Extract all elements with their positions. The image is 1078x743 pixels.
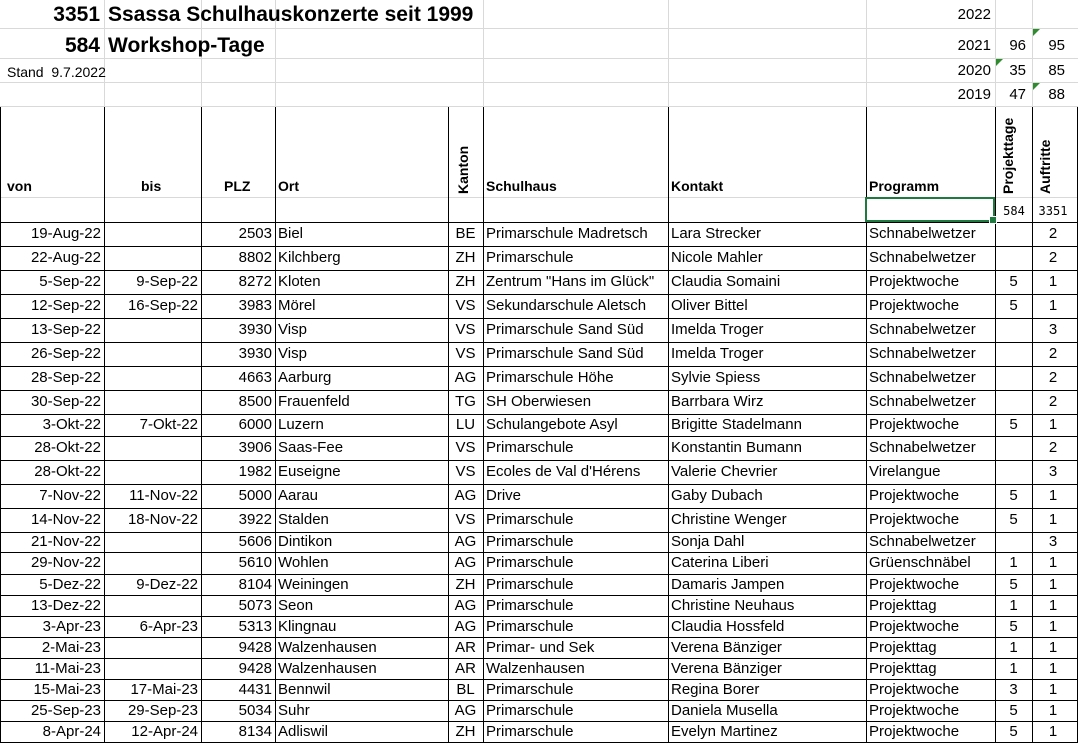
workshop-title[interactable]: Workshop-Tage	[108, 34, 265, 57]
cell-kontakt[interactable]: Verena Bänziger	[671, 660, 782, 677]
cell-plz[interactable]: 6000	[238, 416, 272, 433]
grid-line-vertical	[483, 0, 484, 106]
cell-bis[interactable]: 7-Okt-22	[139, 416, 198, 433]
cell-programm[interactable]: Virelangue	[869, 463, 941, 480]
cell-kontakt[interactable]: Damaris Jampen	[671, 576, 785, 593]
cell-plz[interactable]: 8104	[238, 576, 272, 593]
grid-line-vertical	[668, 0, 669, 106]
cell-von[interactable]: 7-Nov-22	[39, 487, 101, 504]
cell-auftritte[interactable]: 3	[1048, 533, 1058, 550]
col-header-kontakt[interactable]: Kontakt	[671, 178, 724, 194]
cell-projekttage[interactable]: 5	[1009, 511, 1018, 528]
cell-ort[interactable]: Dintikon	[278, 533, 333, 550]
cell-kontakt[interactable]: Claudia Somaini	[671, 273, 781, 290]
grid-line-horizontal	[0, 28, 1078, 29]
cell-ort[interactable]: Aarburg	[278, 369, 332, 386]
total-projekttage[interactable]: 584	[1003, 204, 1025, 218]
cell-kanton[interactable]: TG	[455, 393, 476, 410]
year-label[interactable]: 2021	[957, 37, 991, 54]
stand-label-text: Stand	[7, 64, 44, 80]
cell-programm[interactable]: Projektwoche	[869, 723, 960, 740]
cell-kontakt[interactable]: Oliver Bittel	[671, 297, 748, 314]
cell-kanton[interactable]: VS	[455, 463, 476, 480]
cell-projekttage[interactable]: 1	[1009, 597, 1018, 614]
cell-schulhaus[interactable]: Walzenhausen	[486, 660, 585, 677]
cell-plz[interactable]: 3930	[238, 321, 272, 338]
cell-schulhaus[interactable]: Primar- und Sek	[486, 639, 595, 656]
cell-programm[interactable]: Projekttag	[869, 639, 937, 656]
year-label[interactable]: 2022	[957, 6, 991, 23]
cell-projekttage[interactable]: 3	[1009, 681, 1018, 698]
cell-schulhaus[interactable]: Primarschule	[486, 439, 574, 456]
cell-programm[interactable]: Schnabelwetzer	[869, 249, 976, 266]
cell-auftritte[interactable]: 1	[1048, 597, 1058, 614]
cell-kontakt[interactable]: Lara Strecker	[671, 225, 762, 242]
col-header-kanton[interactable]: Kanton	[455, 145, 471, 194]
cell-ort[interactable]: Aarau	[278, 487, 319, 504]
cell-bis[interactable]: 17-Mai-23	[130, 681, 198, 698]
cell-kanton[interactable]: VS	[455, 345, 476, 362]
cell-programm[interactable]: Schnabelwetzer	[869, 439, 976, 456]
cell-auftritte[interactable]: 1	[1048, 681, 1058, 698]
col-header-bis[interactable]: bis	[141, 178, 162, 194]
cell-schulhaus[interactable]: SH Oberwiesen	[486, 393, 592, 410]
cell-ort[interactable]: Stalden	[278, 511, 329, 528]
year-auftritte[interactable]: 88	[1048, 86, 1065, 103]
cell-kontakt[interactable]: Brigitte Stadelmann	[671, 416, 802, 433]
cell-plz[interactable]: 4663	[238, 369, 272, 386]
cell-von[interactable]: 13-Dez-22	[30, 597, 101, 614]
cell-programm[interactable]: Projektwoche	[869, 297, 960, 314]
table-border-horizontal	[0, 414, 1078, 415]
cell-bis[interactable]: 12-Apr-24	[131, 723, 198, 740]
cell-schulhaus[interactable]: Primarschule Madretsch	[486, 225, 648, 242]
cell-bis[interactable]: 11-Nov-22	[129, 487, 198, 504]
cell-kanton[interactable]: AG	[454, 554, 477, 571]
cell-ort[interactable]: Euseigne	[278, 463, 341, 480]
comment-marker-icon[interactable]	[1033, 83, 1040, 90]
cell-plz[interactable]: 3983	[238, 297, 272, 314]
cell-auftritte[interactable]: 2	[1048, 393, 1058, 410]
cell-plz[interactable]: 5610	[238, 554, 272, 571]
table-border-horizontal	[0, 637, 1078, 638]
cell-schulhaus[interactable]: Ecoles de Val d'Hérens	[486, 463, 641, 480]
cell-kontakt[interactable]: Claudia Hossfeld	[671, 618, 785, 635]
cell-programm[interactable]: Grüenschnäbel	[869, 554, 971, 571]
cell-kontakt[interactable]: Nicole Mahler	[671, 249, 763, 266]
cell-schulhaus[interactable]: Primarschule	[486, 511, 574, 528]
cell-schulhaus[interactable]: Primarschule	[486, 702, 574, 719]
cell-projekttage[interactable]: 1	[1009, 554, 1018, 571]
cell-auftritte[interactable]: 1	[1048, 487, 1058, 504]
cell-ort[interactable]: Visp	[278, 321, 307, 338]
table-border-horizontal	[0, 460, 1078, 461]
cell-von[interactable]: 3-Apr-23	[42, 618, 101, 635]
cell-kontakt[interactable]: Christine Wenger	[671, 511, 787, 528]
cell-auftritte[interactable]: 1	[1048, 660, 1058, 677]
cell-auftritte[interactable]: 1	[1048, 576, 1058, 593]
cell-programm[interactable]: Schnabelwetzer	[869, 225, 976, 242]
cell-ort[interactable]: Suhr	[278, 702, 310, 719]
cell-plz[interactable]: 5606	[238, 533, 272, 550]
cell-ort[interactable]: Kilchberg	[278, 249, 341, 266]
cell-plz[interactable]: 5313	[238, 618, 272, 635]
cell-schulhaus[interactable]: Primarschule Sand Süd	[486, 321, 644, 338]
cell-auftritte[interactable]: 1	[1048, 416, 1058, 433]
cell-plz[interactable]: 8134	[238, 723, 272, 740]
cell-plz[interactable]: 8500	[238, 393, 272, 410]
cell-kontakt[interactable]: Imelda Troger	[671, 321, 764, 338]
cell-programm[interactable]: Projektwoche	[869, 487, 960, 504]
cell-bis[interactable]: 9-Dez-22	[136, 576, 198, 593]
table-border-horizontal	[0, 484, 1078, 485]
cell-programm[interactable]: Projektwoche	[869, 576, 960, 593]
col-header-programm[interactable]: Programm	[869, 178, 940, 194]
cell-von[interactable]: 5-Dez-22	[39, 576, 101, 593]
cell-kanton[interactable]: VS	[455, 439, 476, 456]
col-header-von[interactable]: von	[7, 178, 32, 194]
table-border-horizontal	[0, 366, 1078, 367]
cell-plz[interactable]: 1982	[238, 463, 272, 480]
cell-kontakt[interactable]: Verena Bänziger	[671, 639, 782, 656]
concerts-title[interactable]: Ssassa Schulhauskonzerte seit 1999	[108, 3, 474, 26]
cell-programm[interactable]: Projektwoche	[869, 273, 960, 290]
table-border-horizontal	[0, 574, 1078, 575]
cell-projekttage[interactable]: 1	[1009, 639, 1018, 656]
grid-line-vertical	[866, 0, 867, 106]
cell-ort[interactable]: Klingnau	[278, 618, 337, 635]
cell-von[interactable]: 3-Okt-22	[42, 416, 101, 433]
cell-ort[interactable]: Wohlen	[278, 554, 329, 571]
table-border-horizontal	[0, 436, 1078, 437]
cell-plz[interactable]: 8802	[238, 249, 272, 266]
cell-kanton[interactable]: ZH	[455, 723, 476, 740]
table-border-horizontal	[0, 595, 1078, 596]
cell-kanton[interactable]: BE	[455, 225, 476, 242]
cell-schulhaus[interactable]: Primarschule	[486, 618, 574, 635]
cell-kontakt[interactable]: Imelda Troger	[671, 345, 764, 362]
cell-ort[interactable]: Luzern	[278, 416, 324, 433]
cell-plz[interactable]: 9428	[238, 639, 272, 656]
cell-ort[interactable]: Visp	[278, 345, 307, 362]
comment-marker-icon[interactable]	[1033, 29, 1040, 36]
cell-programm[interactable]: Projektwoche	[869, 618, 960, 635]
cell-auftritte[interactable]: 2	[1048, 225, 1058, 242]
cell-auftritte[interactable]: 1	[1048, 702, 1058, 719]
year-projekttage[interactable]: 35	[1009, 62, 1026, 79]
cell-ort[interactable]: Saas-Fee	[278, 439, 344, 456]
table-border-vertical	[668, 106, 669, 742]
col-header-plz[interactable]: PLZ	[224, 178, 251, 194]
cell-schulhaus[interactable]: Primarschule	[486, 576, 574, 593]
year-label[interactable]: 2019	[957, 86, 991, 103]
cell-schulhaus[interactable]: Primarschule	[486, 681, 574, 698]
cell-von[interactable]: 30-Sep-22	[30, 393, 101, 410]
cell-von[interactable]: 28-Okt-22	[34, 439, 101, 456]
table-border-horizontal	[0, 552, 1078, 553]
cell-ort[interactable]: Adliswil	[278, 723, 329, 740]
cell-programm[interactable]: Schnabelwetzer	[869, 393, 976, 410]
cell-schulhaus[interactable]: Schulangebote Asyl	[486, 416, 618, 433]
cell-kontakt[interactable]: Daniela Musella	[671, 702, 778, 719]
year-auftritte[interactable]: 95	[1048, 37, 1065, 54]
cell-auftritte[interactable]: 1	[1048, 273, 1058, 290]
cell-kanton[interactable]: ZH	[455, 273, 476, 290]
cell-kanton[interactable]: VS	[455, 321, 476, 338]
cell-ort[interactable]: Kloten	[278, 273, 321, 290]
cell-schulhaus[interactable]: Primarschule Höhe	[486, 369, 614, 386]
cell-von[interactable]: 28-Sep-22	[30, 369, 101, 386]
cell-projekttage[interactable]: 5	[1009, 416, 1018, 433]
cell-programm[interactable]: Projekttag	[869, 660, 937, 677]
cell-kanton[interactable]: AG	[454, 533, 477, 550]
cell-von[interactable]: 15-Mai-23	[33, 681, 101, 698]
cell-ort[interactable]: Walzenhausen	[278, 639, 377, 656]
cell-auftritte[interactable]: 2	[1048, 439, 1058, 456]
cell-projekttage[interactable]: 1	[1009, 660, 1018, 677]
cell-ort[interactable]: Mörel	[278, 297, 316, 314]
cell-kanton[interactable]: AG	[454, 618, 477, 635]
table-border-horizontal	[0, 390, 1078, 391]
cell-plz[interactable]: 3906	[238, 439, 272, 456]
year-projekttage[interactable]: 96	[1009, 37, 1026, 54]
cell-kontakt[interactable]: Christine Neuhaus	[671, 597, 795, 614]
cell-projekttage[interactable]: 5	[1009, 576, 1018, 593]
cell-programm[interactable]: Schnabelwetzer	[869, 321, 976, 338]
cell-auftritte[interactable]: 1	[1048, 511, 1058, 528]
table-border-horizontal	[0, 679, 1078, 680]
cell-kontakt[interactable]: Valerie Chevrier	[671, 463, 778, 480]
cell-von[interactable]: 29-Nov-22	[30, 554, 101, 571]
cell-ort[interactable]: Walzenhausen	[278, 660, 377, 677]
table-border-horizontal	[0, 700, 1078, 701]
cell-schulhaus[interactable]: Zentrum "Hans im Glück"	[486, 273, 655, 290]
cell-kanton[interactable]: VS	[455, 297, 476, 314]
cell-schulhaus[interactable]: Sekundarschule Aletsch	[486, 297, 647, 314]
cell-kontakt[interactable]: Sonja Dahl	[671, 533, 745, 550]
cell-auftritte[interactable]: 1	[1048, 618, 1058, 635]
cell-ort[interactable]: Biel	[278, 225, 304, 242]
cell-kanton[interactable]: AR	[455, 660, 476, 677]
cell-von[interactable]: 19-Aug-22	[30, 225, 101, 242]
cell-auftritte[interactable]: 1	[1048, 554, 1058, 571]
cell-auftritte[interactable]: 2	[1048, 249, 1058, 266]
cell-programm[interactable]: Projektwoche	[869, 702, 960, 719]
cell-auftritte[interactable]: 1	[1048, 297, 1058, 314]
cell-projekttage[interactable]: 5	[1009, 297, 1018, 314]
cell-plz[interactable]: 2503	[238, 225, 272, 242]
cell-kontakt[interactable]: Gaby Dubach	[671, 487, 763, 504]
cell-ort[interactable]: Frauenfeld	[278, 393, 350, 410]
table-border-horizontal	[0, 270, 1078, 271]
cell-schulhaus[interactable]: Primarschule	[486, 723, 574, 740]
cell-bis[interactable]: 29-Sep-23	[127, 702, 198, 719]
table-border-horizontal	[0, 508, 1078, 509]
cell-programm[interactable]: Schnabelwetzer	[869, 345, 976, 362]
cell-programm[interactable]: Projektwoche	[869, 416, 960, 433]
cell-kanton[interactable]: LU	[455, 416, 476, 433]
cell-programm[interactable]: Projektwoche	[869, 681, 960, 698]
cell-kanton[interactable]: VS	[455, 511, 476, 528]
cell-kontakt[interactable]: Regina Borer	[671, 681, 760, 698]
cell-von[interactable]: 11-Mai-23	[34, 660, 101, 677]
cell-projekttage[interactable]: 5	[1009, 273, 1018, 290]
cell-plz[interactable]: 9428	[238, 660, 272, 677]
year-label[interactable]: 2020	[957, 62, 991, 79]
concerts-count[interactable]: 3351	[53, 3, 100, 26]
cell-plz[interactable]: 5073	[238, 597, 272, 614]
cell-von[interactable]: 12-Sep-22	[30, 297, 101, 314]
cell-plz[interactable]: 3922	[238, 511, 272, 528]
cell-bis[interactable]: 16-Sep-22	[127, 297, 198, 314]
table-border-horizontal	[0, 658, 1078, 659]
table-border-horizontal	[0, 246, 1078, 247]
table-border-horizontal	[0, 318, 1078, 319]
cell-kanton[interactable]: AG	[454, 597, 477, 614]
cell-von[interactable]: 26-Sep-22	[30, 345, 101, 362]
cell-auftritte[interactable]: 1	[1048, 723, 1058, 740]
cell-kontakt[interactable]: Caterina Liberi	[671, 554, 769, 571]
cell-von[interactable]: 28-Okt-22	[34, 463, 101, 480]
cell-schulhaus[interactable]: Drive	[486, 487, 522, 504]
table-border-vertical	[483, 106, 484, 742]
cell-ort[interactable]: Weiningen	[278, 576, 349, 593]
cell-kontakt[interactable]: Barrbara Wirz	[671, 393, 764, 410]
col-header-ort[interactable]: Ort	[278, 178, 299, 194]
col-header-projekttage[interactable]: Projekttage	[1000, 117, 1016, 194]
cell-schulhaus[interactable]: Primarschule	[486, 533, 574, 550]
cell-von[interactable]: 13-Sep-22	[30, 321, 101, 338]
cell-programm[interactable]: Projekttag	[869, 597, 937, 614]
cell-bis[interactable]: 18-Nov-22	[127, 511, 198, 528]
cell-auftritte[interactable]: 2	[1048, 345, 1058, 362]
cell-plz[interactable]: 5000	[238, 487, 272, 504]
cell-projekttage[interactable]: 5	[1009, 702, 1018, 719]
cell-bis[interactable]: 9-Sep-22	[136, 273, 198, 290]
cell-kanton[interactable]: BL	[456, 681, 475, 698]
cell-programm[interactable]: Schnabelwetzer	[869, 369, 976, 386]
cell-plz[interactable]: 8272	[238, 273, 272, 290]
cell-plz[interactable]: 3930	[238, 345, 272, 362]
cell-plz[interactable]: 5034	[238, 702, 272, 719]
cell-auftritte[interactable]: 3	[1048, 463, 1058, 480]
cell-von[interactable]: 14-Nov-22	[30, 511, 101, 528]
table-border-vertical	[275, 106, 276, 742]
cell-kanton[interactable]: AG	[454, 487, 477, 504]
cell-kanton[interactable]: ZH	[455, 576, 476, 593]
cell-von[interactable]: 25-Sep-23	[30, 702, 101, 719]
cell-kontakt[interactable]: Evelyn Martinez	[671, 723, 778, 740]
cell-schulhaus[interactable]: Primarschule	[486, 249, 574, 266]
grid-line-horizontal	[0, 58, 1078, 59]
cell-projekttage[interactable]: 5	[1009, 487, 1018, 504]
cell-schulhaus[interactable]: Primarschule	[486, 597, 574, 614]
cell-ort[interactable]: Seon	[278, 597, 314, 614]
cell-von[interactable]: 8-Apr-24	[42, 723, 101, 740]
cell-programm[interactable]: Schnabelwetzer	[869, 533, 976, 550]
workshop-count[interactable]: 584	[64, 34, 100, 57]
table-border-horizontal	[0, 721, 1078, 722]
table-border-horizontal	[0, 222, 1078, 223]
cell-schulhaus[interactable]: Primarschule Sand Süd	[486, 345, 644, 362]
cell-auftritte[interactable]: 3	[1048, 321, 1058, 338]
cell-von[interactable]: 2-Mai-23	[41, 639, 101, 656]
cell-kanton[interactable]: AR	[455, 639, 476, 656]
cell-schulhaus[interactable]: Primarschule	[486, 554, 574, 571]
year-auftritte[interactable]: 85	[1048, 62, 1065, 79]
comment-marker-icon[interactable]	[996, 59, 1003, 66]
cell-projekttage[interactable]: 5	[1009, 618, 1018, 635]
total-auftritte[interactable]: 3351	[1038, 204, 1068, 218]
stand-label[interactable]	[7, 64, 106, 80]
cell-bis[interactable]: 6-Apr-23	[139, 618, 198, 635]
cell-programm[interactable]: Projektwoche	[869, 511, 960, 528]
col-header-schulhaus[interactable]: Schulhaus	[486, 178, 557, 194]
cell-kontakt[interactable]: Konstantin Bumann	[671, 439, 802, 456]
cell-ort[interactable]: Bennwil	[278, 681, 331, 698]
cell-von[interactable]: 22-Aug-22	[30, 249, 101, 266]
cell-auftritte[interactable]: 2	[1048, 369, 1058, 386]
cell-von[interactable]: 21-Nov-22	[30, 533, 101, 550]
cell-auftritte[interactable]: 1	[1048, 639, 1058, 656]
cell-von[interactable]: 5-Sep-22	[39, 273, 101, 290]
table-border-horizontal	[0, 616, 1078, 617]
table-border-horizontal	[0, 342, 1078, 343]
cell-kanton[interactable]: AG	[454, 702, 477, 719]
cell-plz[interactable]: 4431	[238, 681, 272, 698]
cell-kontakt[interactable]: Sylvie Spiess	[671, 369, 761, 386]
cell-kanton[interactable]: ZH	[455, 249, 476, 266]
table-border-horizontal	[0, 294, 1078, 295]
stand-date: 9.7.2022	[51, 64, 106, 80]
selected-cell[interactable]	[865, 197, 995, 222]
grid-line-vertical	[104, 0, 105, 106]
cell-projekttage[interactable]: 5	[1009, 723, 1018, 740]
col-header-auftritte[interactable]: Auftritte	[1037, 139, 1053, 194]
grid-line-horizontal	[0, 106, 1078, 107]
grid-line-horizontal	[0, 82, 1078, 83]
year-projekttage[interactable]: 47	[1009, 86, 1026, 103]
cell-kanton[interactable]: AG	[454, 369, 477, 386]
